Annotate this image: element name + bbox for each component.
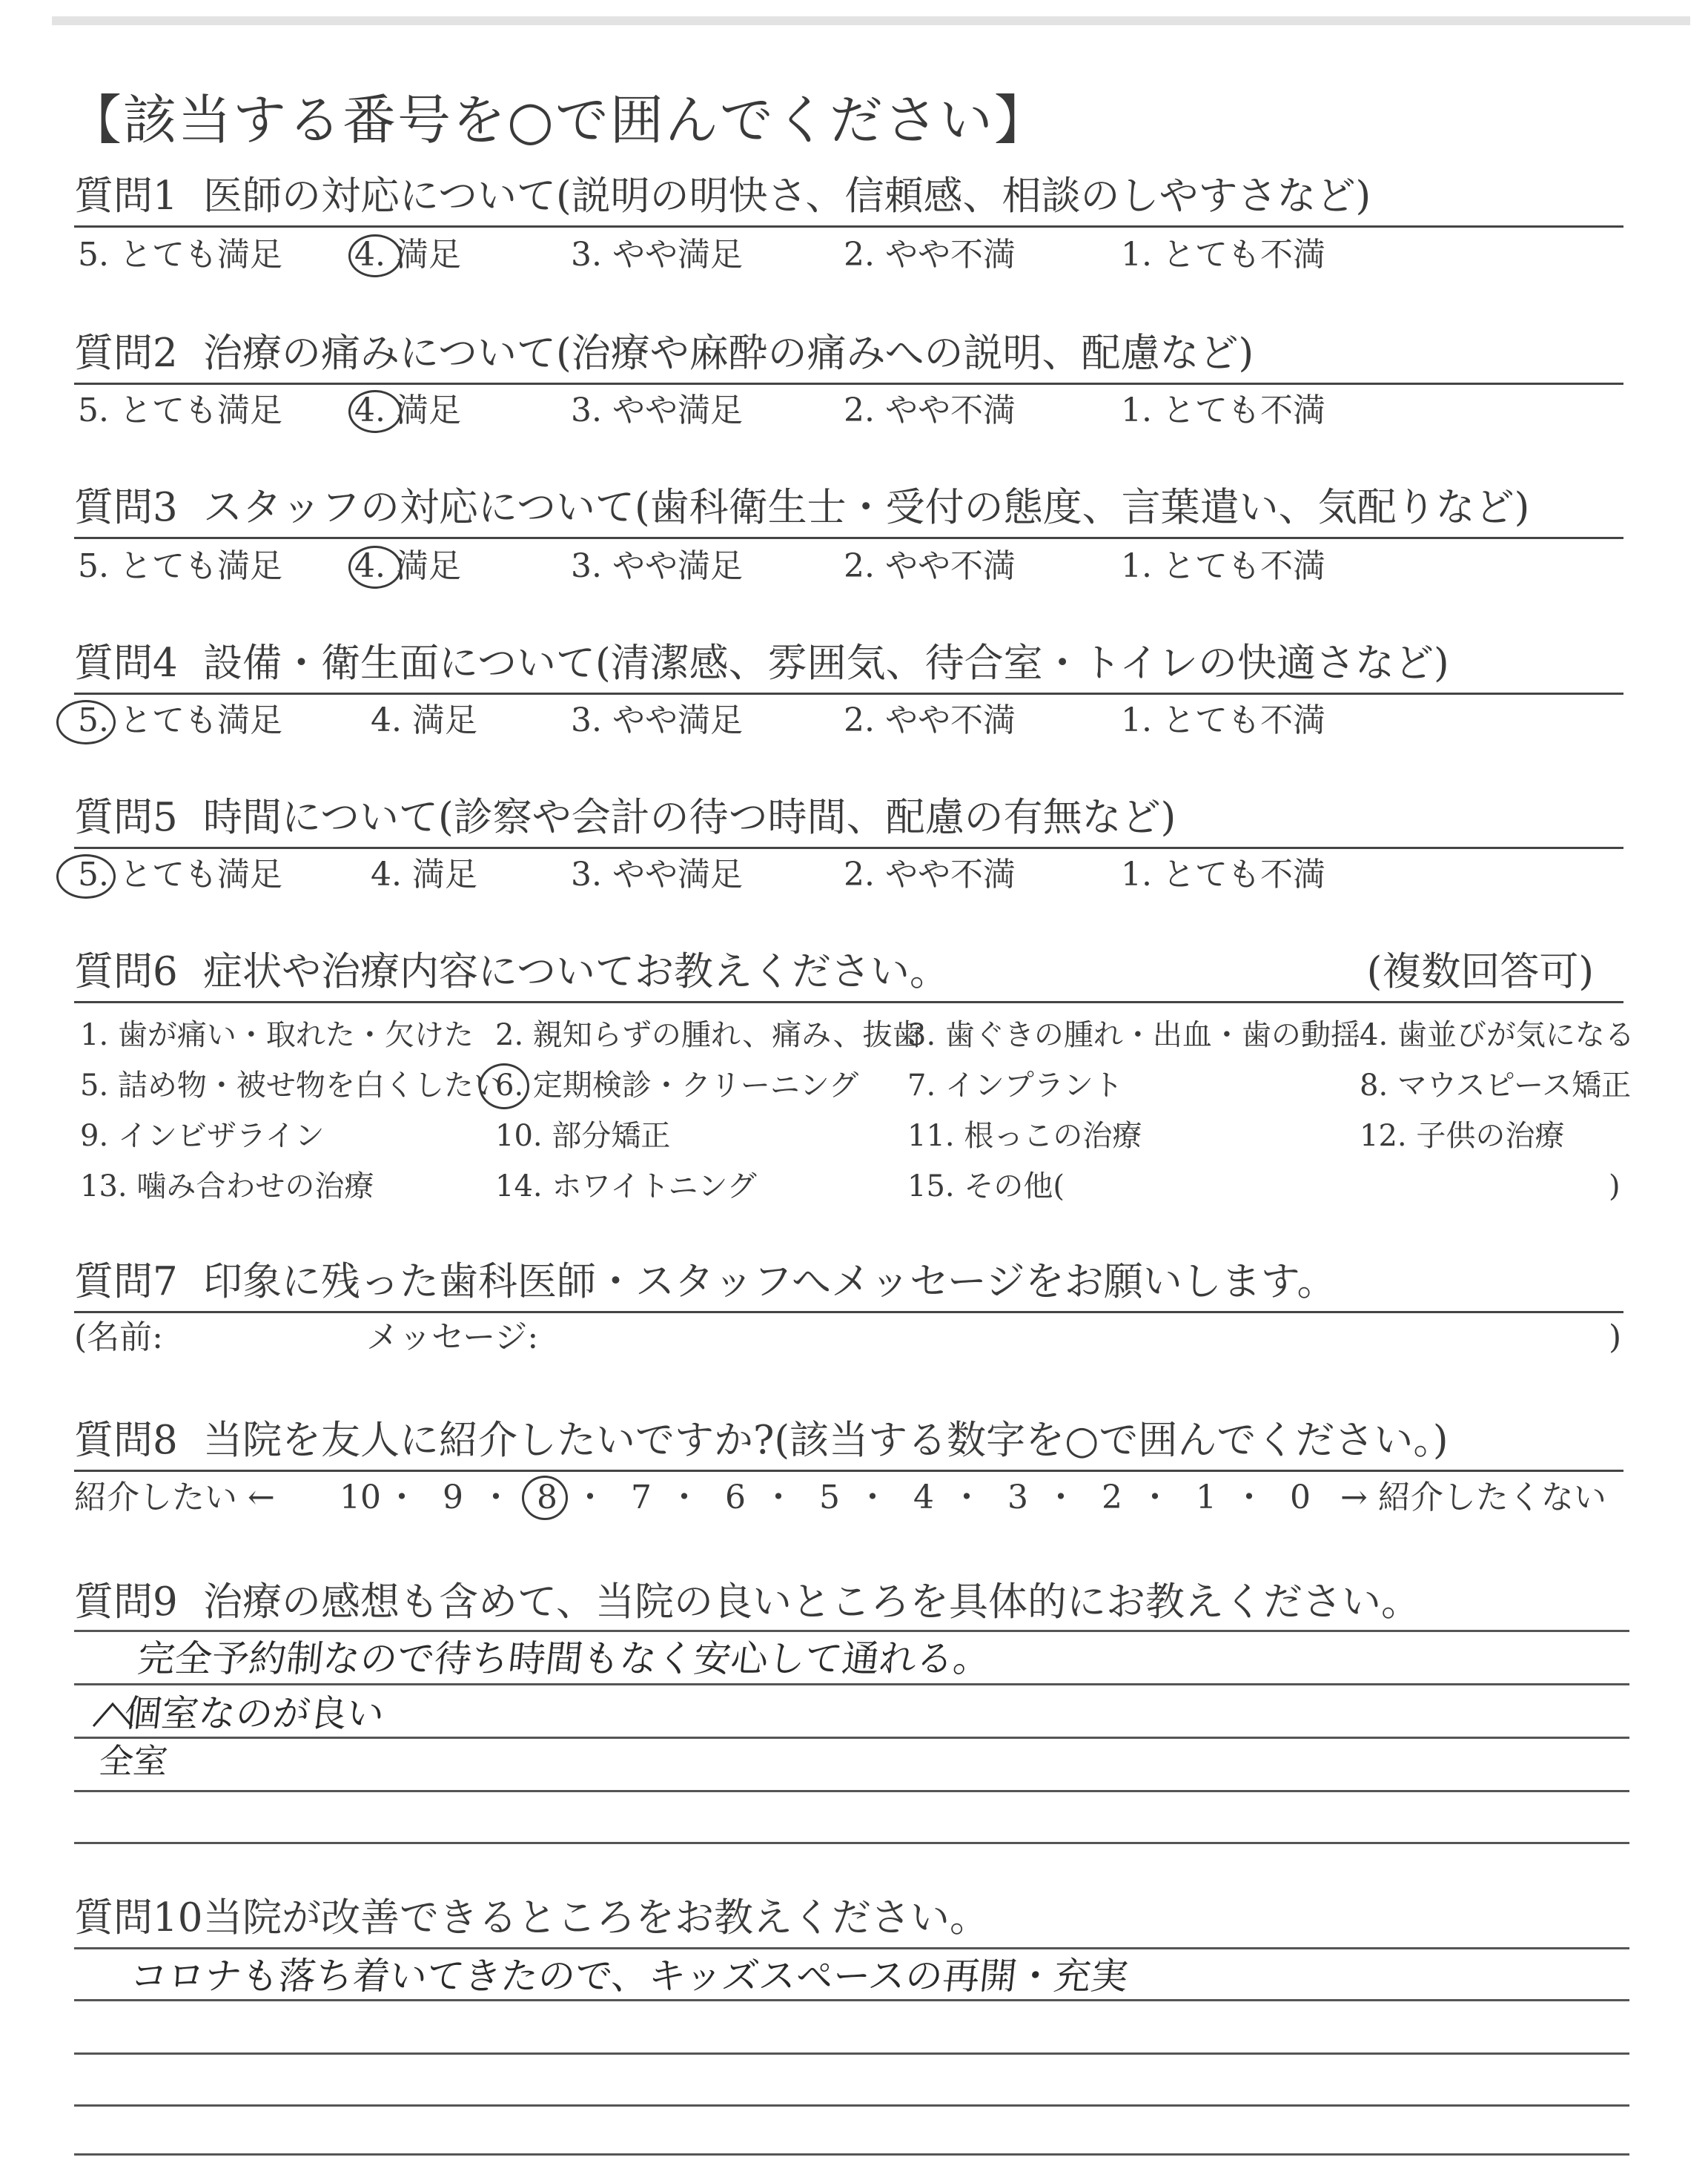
q4-option-3[interactable]: 3. やや満足 (571, 701, 743, 739)
recommend-score-2[interactable]: 2 (1102, 1479, 1122, 1516)
writing-line (74, 1790, 1629, 1792)
recommend-score-9[interactable]: 9 (443, 1479, 463, 1516)
scale-separator-dot: ・ (762, 1479, 795, 1516)
question-number: 質問9 (74, 1579, 178, 1625)
q5-option-2[interactable]: 2. やや不満 (844, 856, 1016, 894)
recommend-score-4[interactable]: 4 (913, 1479, 934, 1516)
writing-line (74, 2153, 1629, 2156)
question-text: 当院を友人に紹介したいですか?(該当する数字を○で囲んでください。) (203, 1418, 1449, 1463)
writing-line (74, 1737, 1629, 1739)
q6-option-6[interactable]: 6. 定期検診・クリーニング (495, 1069, 859, 1103)
q5-option-5[interactable]: 5. とても満足 (78, 856, 282, 894)
question-10 (74, 1895, 1623, 1941)
divider (74, 847, 1623, 849)
scale-separator-dot: ・ (480, 1479, 512, 1516)
recommend-score-6[interactable]: 6 (725, 1479, 746, 1516)
q2-option-2[interactable]: 2. やや不満 (844, 392, 1016, 429)
handwritten-insert: 全室 (97, 1741, 170, 1781)
q6-option-15[interactable]: 15. その他( (907, 1169, 1065, 1203)
question-text: 時間について(診察や会計の待つ時間、配慮の有無など) (203, 795, 1176, 840)
question-number: 質問8 (74, 1418, 178, 1463)
message-close-paren: ) (1609, 1318, 1622, 1356)
question-5 (74, 795, 1623, 840)
q1-option-4[interactable]: 4. 満足 (354, 236, 461, 274)
question-text: 設備・衛生面について(清潔感、雰囲気、待合室・トイレの快適さなど) (203, 641, 1449, 686)
question-number: 質問10 (74, 1895, 203, 1941)
question-2 (74, 331, 1623, 376)
q1-option-2[interactable]: 2. やや不満 (844, 236, 1016, 274)
q6-option-2[interactable]: 2. 親知らずの腫れ、痛み、抜歯 (495, 1018, 922, 1052)
q5-option-4[interactable]: 4. 満足 (371, 856, 477, 894)
selection-circle (348, 390, 402, 433)
q2-option-4[interactable]: 4. 満足 (354, 392, 461, 429)
q6-option-9[interactable]: 9. インビザライン (80, 1119, 325, 1153)
recommend-right-label: → 紹介したくない (1340, 1479, 1606, 1516)
handwritten-answer-line-1: コロナも落ち着いてきたので、キッズスペースの再開・充実 (128, 1955, 1131, 1998)
q6-option-4[interactable]: 4. 歯並びが気になる (1360, 1018, 1635, 1052)
selection-circle (56, 700, 116, 744)
writing-line (74, 1999, 1629, 2001)
scale-separator-dot: ・ (668, 1479, 701, 1516)
q1-option-5[interactable]: 5. とても満足 (78, 236, 282, 274)
q2-option-5[interactable]: 5. とても満足 (78, 392, 282, 429)
q1-option-3[interactable]: 3. やや満足 (571, 236, 743, 274)
recommend-score-0[interactable]: 0 (1290, 1479, 1311, 1516)
question-number: 質問6 (74, 949, 178, 994)
question-text: 治療の感想も含めて、当院の良いところを具体的にお教えください。 (203, 1579, 1420, 1625)
insertion-caret-icon (90, 1700, 135, 1729)
q6-option-13[interactable]: 13. 噛み合わせの治療 (80, 1169, 374, 1203)
question-number: 質問2 (74, 331, 178, 376)
q6-option-11[interactable]: 11. 根っこの治療 (907, 1119, 1142, 1153)
recommend-score-1[interactable]: 1 (1196, 1479, 1217, 1516)
selection-circle (348, 546, 402, 589)
selection-circle (348, 234, 402, 277)
q6-option-14[interactable]: 14. ホワイトニング (495, 1169, 757, 1203)
question-8 (74, 1418, 1623, 1463)
multiple-answers-note: (複数回答可) (1366, 949, 1594, 994)
q5-option-3[interactable]: 3. やや満足 (571, 856, 743, 894)
scale-separator-dot: ・ (385, 1479, 418, 1516)
question-7 (74, 1259, 1623, 1304)
question-text: 当院が改善できるところをお教えください。 (203, 1895, 989, 1941)
recommend-score-7[interactable]: 7 (631, 1479, 652, 1516)
recommend-score-8[interactable]: 8 (537, 1479, 557, 1516)
question-number: 質問4 (74, 641, 178, 686)
selection-circle (56, 854, 116, 899)
message-label: メッセージ: (366, 1318, 539, 1356)
q6-option-8[interactable]: 8. マウスピース矯正 (1360, 1069, 1632, 1103)
divider (74, 1001, 1623, 1003)
scale-separator-dot: ・ (1233, 1479, 1265, 1516)
recommend-score-3[interactable]: 3 (1007, 1479, 1028, 1516)
form-title: 【該当する番号を○で囲んでください】 (68, 89, 1049, 151)
question-text: 治療の痛みについて(治療や麻酔の痛みへの説明、配慮など) (203, 331, 1254, 376)
recommend-score-5[interactable]: 5 (819, 1479, 840, 1516)
q6-option-12[interactable]: 12. 子供の治療 (1360, 1119, 1565, 1153)
q3-option-3[interactable]: 3. やや満足 (571, 547, 743, 585)
question-9 (74, 1579, 1623, 1625)
question-number: 質問5 (74, 795, 178, 840)
handwritten-answer-line-2: 個室なのが良い (122, 1692, 387, 1735)
q4-option-4[interactable]: 4. 満足 (371, 701, 477, 739)
question-text: スタッフの対応について(歯科衛生士・受付の態度、言葉遣い、気配りなど) (203, 485, 1530, 530)
divider (74, 1311, 1623, 1313)
divider (74, 537, 1623, 539)
question-number: 質問7 (74, 1259, 178, 1304)
question-text: 症状や治療内容についてお教えください。 (203, 949, 949, 994)
q6-other-close-paren: ) (1609, 1169, 1621, 1203)
scale-separator-dot: ・ (1139, 1479, 1171, 1516)
q4-option-1[interactable]: 1. とても不満 (1121, 701, 1325, 739)
question-6 (74, 949, 1623, 994)
divider (74, 693, 1623, 695)
question-number: 質問1 (74, 174, 178, 219)
recommend-left-label: 紹介したい ← (74, 1479, 275, 1516)
writing-line (74, 1630, 1629, 1632)
scale-separator-dot: ・ (1045, 1479, 1077, 1516)
question-1 (74, 176, 1623, 217)
q6-option-1[interactable]: 1. 歯が痛い・取れた・欠けた (80, 1018, 474, 1052)
scale-separator-dot: ・ (856, 1479, 889, 1516)
q3-option-1[interactable]: 1. とても不満 (1121, 547, 1325, 585)
writing-line (74, 2104, 1629, 2107)
q4-option-5[interactable]: 5. とても満足 (78, 701, 282, 739)
name-label: (名前: (74, 1318, 163, 1356)
divider (74, 1470, 1623, 1472)
q2-option-1[interactable]: 1. とても不満 (1121, 392, 1325, 429)
scale-separator-dot: ・ (950, 1479, 983, 1516)
q5-option-1[interactable]: 1. とても不満 (1121, 856, 1325, 894)
q4-option-2[interactable]: 2. やや不満 (844, 701, 1016, 739)
handwritten-answer-line-1: 完全予約制なので待ち時間もなく安心して通れる。 (135, 1637, 993, 1680)
q1-option-1[interactable]: 1. とても不満 (1121, 236, 1325, 274)
q6-option-7[interactable]: 7. インプラント (907, 1069, 1123, 1103)
scan-top-edge (52, 16, 1690, 25)
writing-line (74, 1842, 1629, 1844)
selection-circle (479, 1063, 529, 1109)
q6-option-5[interactable]: 5. 詰め物・被せ物を白くしたい (80, 1069, 503, 1103)
divider (74, 225, 1623, 228)
question-text: 印象に残った歯科医師・スタッフへメッセージをお願いします。 (203, 1259, 1337, 1304)
question-number: 質問3 (74, 485, 178, 530)
question-text: 医師の対応について(説明の明快さ、信頼感、相談のしやすさなど) (203, 174, 1371, 219)
divider (74, 383, 1623, 385)
writing-line (74, 2052, 1629, 2055)
q3-option-4[interactable]: 4. 満足 (354, 547, 461, 585)
question-3 (74, 485, 1623, 530)
q6-option-3[interactable]: 3. 歯ぐきの腫れ・出血・歯の動揺 (907, 1018, 1360, 1052)
q2-option-3[interactable]: 3. やや満足 (571, 392, 743, 429)
scale-separator-dot: ・ (574, 1479, 606, 1516)
question-4 (74, 641, 1623, 686)
q3-option-2[interactable]: 2. やや不満 (844, 547, 1016, 585)
selection-circle (522, 1476, 568, 1520)
q6-option-10[interactable]: 10. 部分矯正 (495, 1119, 671, 1153)
writing-line (74, 1947, 1629, 1949)
recommend-score-10[interactable]: 10 (340, 1479, 381, 1516)
q3-option-5[interactable]: 5. とても満足 (78, 547, 282, 585)
writing-line (74, 1683, 1629, 1685)
